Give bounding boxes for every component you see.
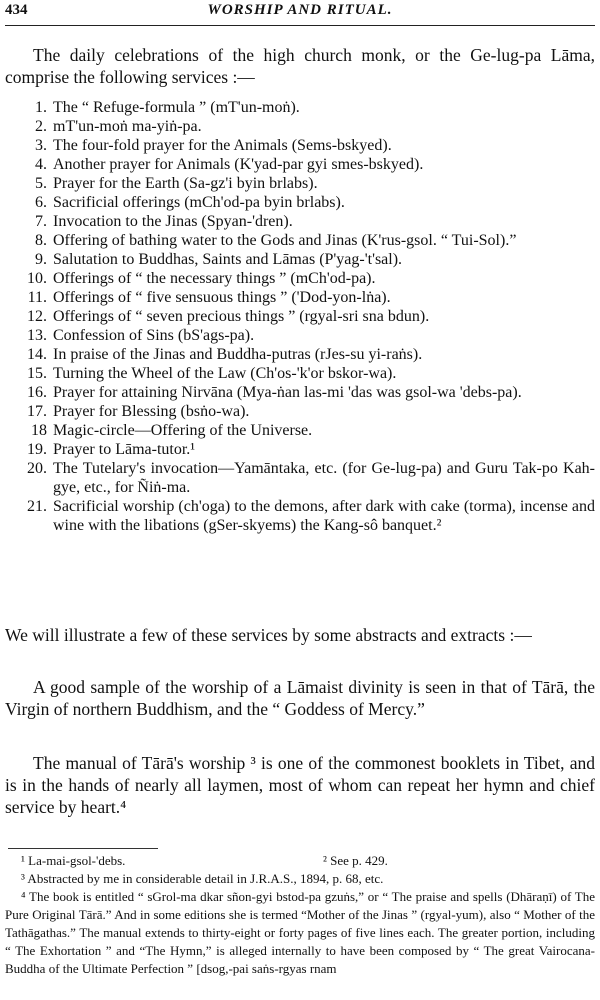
service-item bbox=[5, 326, 595, 345]
service-text: The four-fold prayer for the Animals (Sems-bskyed). bbox=[53, 137, 392, 154]
service-item bbox=[5, 345, 595, 364]
tara-sample-paragraph: A good sample of the worship of a Lāmaist divinity is seen in that of Tārā, the Virgin of northern Buddhism, and the “ Goddess of Mercy.” bbox=[5, 677, 595, 719]
service-number: 19. bbox=[27, 441, 47, 458]
service-number: 16. bbox=[27, 384, 47, 401]
service-item bbox=[5, 155, 595, 174]
service-number: 17. bbox=[27, 403, 47, 420]
service-text: Sacrificial offerings (mCh'od-pa byin brlabs). bbox=[53, 194, 345, 211]
footnote-2: ² See p. 429. bbox=[323, 853, 388, 868]
service-item bbox=[5, 383, 595, 402]
page-header bbox=[5, 2, 595, 24]
service-text: Prayer for Blessing (bsṅo-wa). bbox=[53, 403, 250, 420]
illustrate-paragraph: We will illustrate a few of these services by some abstracts and extracts :— bbox=[5, 625, 532, 645]
service-item bbox=[5, 459, 595, 497]
service-number: 8. bbox=[35, 232, 47, 249]
service-item bbox=[5, 402, 595, 421]
service-number: 10. bbox=[27, 270, 47, 287]
service-number: 7. bbox=[35, 213, 47, 230]
header-rule bbox=[5, 25, 595, 26]
service-text: Turning the Wheel of the Law (Ch'os-'k'or bskor-wa). bbox=[53, 365, 397, 382]
service-text: In praise of the Jinas and Buddha-putras (rJes-su yi-raṅs). bbox=[53, 346, 423, 363]
footnote-3: ³ Abstracted by me in considerable detail in J.R.A.S., 1894, p. 68, etc. bbox=[21, 871, 384, 886]
service-item bbox=[5, 136, 595, 155]
service-item bbox=[5, 269, 595, 288]
service-item bbox=[5, 364, 595, 383]
service-number: 18 bbox=[31, 422, 47, 439]
service-text: Prayer to Lāma-tutor.¹ bbox=[53, 441, 196, 458]
service-text: Magic-circle—Offering of the Universe. bbox=[53, 422, 313, 439]
service-item bbox=[5, 250, 595, 269]
intro-paragraph: The daily celebrations of the high church monk, or the Ge-lug-pa Lāma, comprise the following services :— bbox=[5, 45, 595, 87]
service-number: 13. bbox=[27, 327, 47, 344]
service-number: 3. bbox=[35, 137, 47, 154]
service-number: 6. bbox=[35, 194, 47, 211]
service-number: 11. bbox=[27, 289, 47, 306]
service-number: 2. bbox=[35, 118, 47, 135]
service-text: mT'un-moṅ ma-yiṅ-pa. bbox=[53, 118, 202, 135]
service-number: 15. bbox=[27, 365, 47, 382]
service-number: 20. bbox=[27, 460, 47, 477]
footnote-row bbox=[5, 852, 595, 870]
service-number: 9. bbox=[35, 251, 47, 268]
service-item bbox=[5, 421, 595, 440]
service-text: Offering of bathing water to the Gods and Jinas (K'rus-gsol. “ Tui-Sol).” bbox=[53, 232, 517, 249]
service-number: 12. bbox=[27, 308, 47, 325]
running-head: WORSHIP AND RITUAL. bbox=[207, 2, 393, 18]
footnote-rule bbox=[8, 848, 158, 849]
service-text: Sacrificial worship (ch'oga) to the demons, after dark with cake (torma), incense and wine with the libations (gSer-skyems) the Kang-sô banquet.² bbox=[53, 498, 595, 534]
service-text: Invocation to the Jinas (Spyan-'dren). bbox=[53, 213, 293, 230]
service-item bbox=[5, 288, 595, 307]
service-text: Offerings of “ seven precious things ” (rgyal-sri sna bdun). bbox=[53, 308, 430, 325]
service-number: 21. bbox=[27, 498, 47, 515]
service-item bbox=[5, 440, 595, 459]
service-number: 14. bbox=[27, 346, 47, 363]
service-item bbox=[5, 497, 595, 535]
service-item bbox=[5, 98, 595, 117]
service-text: Prayer for the Earth (Sa-gz'i byin brlabs). bbox=[53, 175, 318, 192]
footnote-4: ⁴ The book is entitled “ sGrol-ma dkar sñon-gyi bstod-pa gzuṅs,” or “ The praise and spells (Dhāraṇī) of The Pure Original Tārā.” And in some editions she is termed “Mother of the Jinas ” (rgyal-yum), also “ Mother of the Tathāgathas.” The manual extends to thirty-eight or forty pages of five lines each. The greater portion, including “ The Exhortation ” and “The Hymn,” is alleged internally to have been composed by “ The great Vairocana-Buddha of the Ultimate Perfection ” [dsog,-pai saṅs-rgyas rnam bbox=[5, 889, 595, 976]
service-text: The “ Refuge-formula ” (mT'un-moṅ). bbox=[53, 99, 300, 116]
service-item bbox=[5, 193, 595, 212]
service-text: The Tutelary's invocation—Yamāntaka, etc. (for Ge-lug-pa) and Guru Tak-po Kah-gye, etc., for Ñiṅ-ma. bbox=[53, 460, 595, 496]
service-text: Offerings of “ the necessary things ” (mCh'od-pa). bbox=[53, 270, 376, 287]
service-item bbox=[5, 174, 595, 193]
service-item bbox=[5, 117, 595, 136]
footnote-1: ¹ La-mai-gsol-'debs. bbox=[21, 853, 126, 868]
service-number: 5. bbox=[35, 175, 47, 192]
footnotes bbox=[5, 852, 595, 978]
service-item bbox=[5, 212, 595, 231]
service-text: Offerings of “ five sensuous things ” ('Dod-yon-lṅa). bbox=[53, 289, 391, 306]
service-item bbox=[5, 231, 595, 250]
service-number: 1. bbox=[35, 99, 47, 116]
tara-manual-paragraph: The manual of Tārā's worship ³ is one of the commonest booklets in Tibet, and is in the hands of nearly all laymen, most of whom can repeat her hymn and chief service by heart.⁴ bbox=[5, 753, 595, 817]
service-number: 4. bbox=[35, 156, 47, 173]
service-item bbox=[5, 307, 595, 326]
page-number: 434 bbox=[5, 2, 28, 18]
services-list bbox=[5, 98, 595, 535]
service-text: Confession of Sins (bS'ags-pa). bbox=[53, 327, 255, 344]
service-text: Prayer for attaining Nirvāna (Mya-ṅan las-mi 'das was gsol-wa 'debs-pa). bbox=[53, 384, 522, 401]
service-text: Another prayer for Animals (K'yad-par gyi smes-bskyed). bbox=[53, 156, 424, 173]
service-text: Salutation to Buddhas, Saints and Lāmas (P'yag-'t'sal). bbox=[53, 251, 403, 268]
